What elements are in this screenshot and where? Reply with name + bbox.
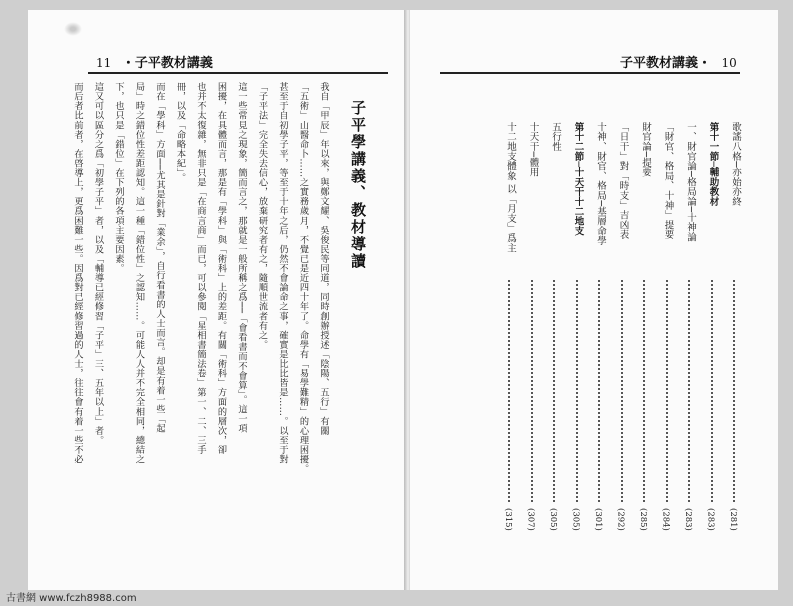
right-running-header	[620, 52, 743, 71]
right-page	[410, 10, 778, 590]
toc-dot-leader	[711, 280, 713, 502]
toc-dot-leader	[553, 280, 555, 502]
site-watermark: 古書網 www.fczh8988.com	[6, 593, 137, 604]
toc-entry-label: 十天干─體用	[527, 122, 539, 178]
left-header-rule	[88, 72, 388, 74]
left-running-title: ・子平教材講義	[121, 56, 213, 71]
toc-dot-leader	[666, 280, 668, 502]
toc-dot-leader	[621, 280, 623, 502]
toc-entry-label: 財官論─提要	[640, 122, 651, 178]
toc-entry-label: 歌謠八格─亦始亦終	[730, 122, 741, 207]
body-column: 而后者比前者，在啓導上，更爲困難一些。因爲對已經修習過的人士，往往會有着一些不必	[72, 82, 83, 464]
toc-entry-label: 「財官、格局、十神」提要	[662, 122, 674, 240]
toc-entry-page: (307)	[525, 508, 536, 531]
toc-dot-leader	[508, 280, 510, 502]
scan-smudge	[64, 22, 82, 36]
toc-dot-leader	[688, 280, 690, 502]
body-column: 冊，以及「命略本紀」。	[174, 82, 186, 183]
toc-entry-page: (301)	[593, 508, 603, 531]
body-column: 「子平法」完全失去信心，放棄研究者有之，隨順世流者有之。	[256, 82, 268, 350]
toc-dot-leader	[598, 280, 600, 502]
toc-entry-page: (281)	[728, 508, 738, 531]
toc-entry-page: (305)	[570, 508, 581, 531]
body-column: 這又可以區分之爲「初學子平」者，以及「輔導已經修習「子平」三、五年以上」者。	[92, 82, 104, 445]
right-page-number: 10	[721, 56, 737, 70]
toc-entry-page: (315)	[503, 508, 513, 531]
toc-entry-label: 第十二節─十天干十二地支	[572, 122, 584, 236]
toc-entry-label: 五行性	[550, 122, 561, 152]
left-page-number: 11	[96, 56, 112, 70]
body-column: 「五術」山醫命卜……之實務歲月，不覺已是近四十年了。命學有「易學難精」的心理困擾。	[297, 82, 309, 474]
body-column: 這一些常見之現象，簡而言之，那就是一般所稱之爲──「會看書而不會算」。這一項	[236, 82, 247, 433]
left-running-header	[90, 52, 213, 71]
toc-dot-leader	[576, 280, 578, 502]
chapter-title: 子平學講義、教材導讀	[349, 100, 367, 270]
toc-entry-page: (283)	[683, 508, 693, 531]
body-column: 下，也只是「錯位」在下列的各項主要因素。	[113, 82, 124, 273]
toc-dot-leader	[733, 280, 735, 502]
toc-entry-page: (284)	[660, 508, 671, 531]
body-column: 也并不太復雜，無非只是「在商言商」而已，可以參閱「星相書簡法卷」第一、二、三手	[195, 82, 206, 455]
toc-dot-leader	[531, 280, 533, 502]
body-column: 而在「學科」方面──尤其是針對「業余」，自行看書的人士而言。却是有着一些「起	[154, 82, 165, 433]
toc-entry-page: (285)	[638, 508, 648, 531]
toc-dot-leader	[643, 280, 645, 502]
toc-entry-page: (292)	[615, 508, 626, 531]
body-column: 局」時之錯位性差距認知。這一種「錯位性」之認知……。可能人人并不完全相同，總結之	[133, 82, 145, 464]
toc-entry-label: 一、財官論─格局論─十神論	[685, 122, 696, 242]
left-page	[28, 10, 406, 590]
toc-entry-page: (283)	[705, 508, 716, 531]
toc-entry-label: 十二地支體象 以「月支」爲主	[505, 122, 516, 253]
right-header-rule	[440, 72, 740, 74]
body-column: 困擾，在具體而言，那是有「學科」與「術科」上的差距。有關「術科」方面的層次，卻	[215, 82, 227, 455]
toc-entry-label: 十神、財官、格局─基層命學	[595, 122, 606, 246]
toc-entry-page: (305)	[548, 508, 558, 531]
right-running-title: 子平教材講義・	[620, 56, 712, 71]
toc-entry-label: 「日干」對「時支」吉凶表	[617, 122, 629, 240]
body-column: 甚至于自初學子平，等至于十年之后，仍然不會論命之事，確實是比比皆是……。以至于對	[277, 82, 288, 464]
toc-entry-label: 第十一節─輔助教材	[707, 122, 719, 207]
body-column: 我自「甲辰」年以來，與鄭文耀、吳俊民等同道，同時創辦授述「陰陽、五行」有關	[318, 82, 329, 436]
